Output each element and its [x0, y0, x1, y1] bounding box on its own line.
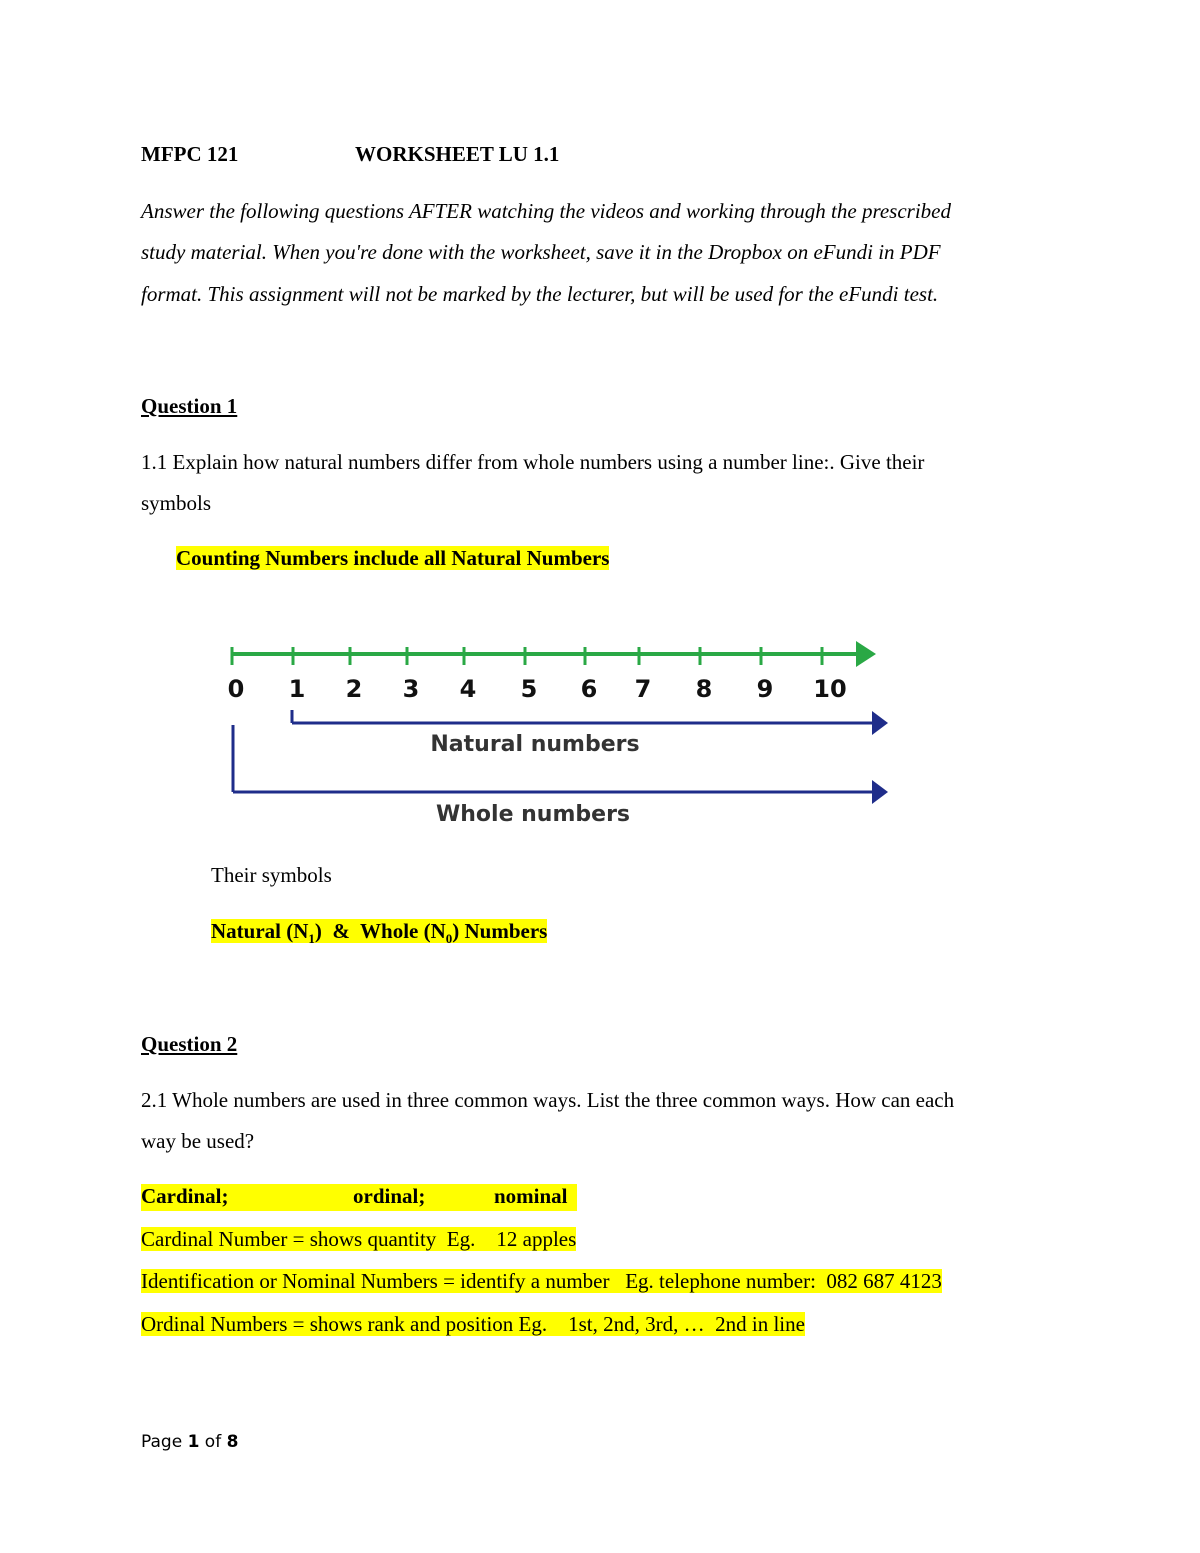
- tick-label: 5: [520, 675, 538, 703]
- intro-line-1: Answer the following questions AFTER watching the videos and working through the prescribed: [141, 199, 951, 223]
- tick-label: 4: [459, 675, 477, 703]
- cardinal-word: Cardinal;: [141, 1184, 229, 1208]
- tick-label: 9: [756, 675, 774, 703]
- symbols-answer-highlight: [211, 919, 548, 947]
- ordinal-answer: [141, 1312, 805, 1337]
- whole-symbol-subscript: 0: [445, 931, 453, 947]
- intro-line-2: study material. When you're done with the worksheet, save it in the Dropbox on eFundi in PDF: [141, 240, 941, 264]
- tick-label: 8: [695, 675, 713, 703]
- tick-labels: [228, 675, 847, 703]
- tick-label: 7: [634, 675, 652, 703]
- green-arrow-head: [856, 641, 876, 667]
- ordinal-answer-text: Ordinal Numbers = shows rank and position Eg. 1st, 2nd, 3rd, … 2nd in line: [141, 1312, 805, 1336]
- question-2-prompt-line-1: 2.1 Whole numbers are used in three common ways. List the three common ways. How can each: [141, 1088, 955, 1112]
- tick-label: 2: [345, 675, 363, 703]
- symbols-middle-text: ) & Whole (N: [314, 919, 446, 943]
- natural-symbol-prefix: Natural (N: [211, 919, 309, 943]
- natural-arrow-head: [872, 711, 888, 735]
- cardinal-answer-text: Cardinal Number = shows quantity Eg. 12 apples: [141, 1227, 577, 1251]
- question-1-prompt-line-1: 1.1 Explain how natural numbers differ from whole numbers using a number line:. Give their: [141, 450, 925, 474]
- worksheet-title: WORKSHEET LU 1.1: [355, 142, 560, 166]
- tick-label: 0: [227, 675, 245, 703]
- symbols-answer: [211, 919, 547, 947]
- tick-label: 6: [580, 675, 598, 703]
- three-ways-answer: [141, 1184, 577, 1211]
- page-total: 8: [226, 1432, 239, 1452]
- counting-numbers-highlight: Counting Numbers include all Natural Numbers: [176, 546, 610, 570]
- counting-numbers-answer: [176, 546, 609, 571]
- ordinal-word: ordinal;: [353, 1184, 426, 1208]
- nominal-answer: [141, 1269, 942, 1294]
- question-2-prompt-line-2: way be used?: [141, 1129, 255, 1153]
- number-line-figure: [215, 630, 895, 835]
- whole-numbers-label: Whole numbers: [435, 802, 631, 827]
- nominal-answer-text: Identification or Nominal Numbers = identify a number Eg. telephone number: 082 687 4123: [141, 1269, 942, 1293]
- their-symbols-label: Their symbols: [211, 863, 332, 887]
- page-footer: [141, 1432, 238, 1452]
- question-1-prompt-line-2: symbols: [141, 491, 212, 515]
- question-1-heading: Question 1: [141, 394, 238, 418]
- nominal-word: nominal: [494, 1184, 568, 1208]
- whole-arrow-head: [872, 780, 888, 804]
- intro-line-3: format. This assignment will not be marked by the lecturer, but will be used for the eFundi test.: [141, 282, 939, 306]
- tick-label: 3: [402, 675, 420, 703]
- symbols-suffix: ) Numbers: [452, 919, 548, 943]
- page-number: 1: [187, 1432, 200, 1452]
- question-2-heading: Question 2: [141, 1032, 238, 1056]
- cardinal-answer: [141, 1227, 576, 1252]
- natural-symbol-subscript: 1: [308, 931, 315, 947]
- course-code: MFPC 121: [141, 142, 239, 166]
- page-prefix: Page: [141, 1432, 188, 1452]
- tick-label: 10: [813, 675, 847, 703]
- page-of: of: [199, 1432, 227, 1452]
- natural-numbers-label: Natural numbers: [430, 732, 640, 757]
- tick-label: 1: [288, 675, 306, 703]
